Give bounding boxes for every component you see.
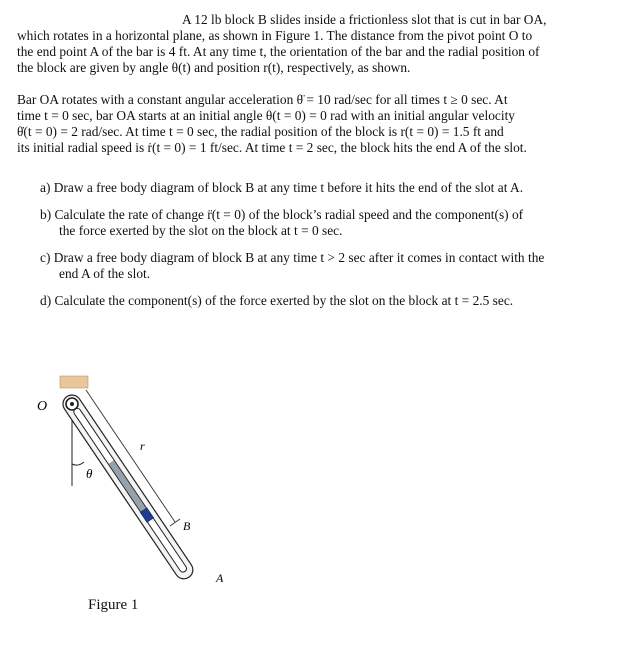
label-b: B xyxy=(183,519,191,533)
theta-arc xyxy=(72,462,84,465)
question-c xyxy=(40,250,618,282)
question-b xyxy=(40,207,618,239)
problem-conditions xyxy=(17,92,617,156)
question-c-text-1: Draw a free body diagram of block B at any time t > 2 sec after it comes in contact with the xyxy=(53,250,545,265)
question-a-label: a) xyxy=(40,180,51,195)
label-r: r xyxy=(140,439,145,453)
intro-line-4: the block are given by angle θ(t) and position r(t), respectively, as shown. xyxy=(17,60,411,75)
intro-line-3: the end point A of the bar is 4 ft. At any time t, the orientation of the bar and the radial position of xyxy=(17,44,540,59)
problem-intro xyxy=(17,12,617,76)
intro-line-1: A 12 lb block B slides inside a frictionless slot that is cut in bar OA, xyxy=(182,12,547,27)
pivot-o-center xyxy=(70,402,74,406)
slot-hatch xyxy=(109,460,146,511)
conditions-line-4: its initial radial speed is ṙ(t = 0) = 1 ft/sec. At time t = 2 sec, the block hits the end A of the slot. xyxy=(17,140,527,155)
label-o: O xyxy=(37,399,48,414)
conditions-line-1: Bar OA rotates with a constant angular acceleration θ̈ = 10 rad/sec for all times t ≥ 0 sec. At xyxy=(17,92,508,107)
r-dimension-tick xyxy=(170,519,180,526)
question-c-label: c) xyxy=(40,250,51,265)
figure-caption: Figure 1 xyxy=(88,597,139,613)
bar-oa xyxy=(60,392,197,583)
question-d-label: d) xyxy=(40,293,52,308)
question-d-text: Calculate the component(s) of the force exerted by the slot on the block at t = 2.5 sec. xyxy=(54,293,514,308)
conditions-line-2: time t = 0 sec, bar OA starts at an initial angle θ(t = 0) = 0 rad with an initial angular velocity xyxy=(17,108,515,123)
conditions-line-3: θ̇(t = 0) = 2 rad/sec. At time t = 0 sec, the radial position of the block is r(t = 0) = 1.5 ft and xyxy=(17,124,504,139)
question-b-text-1: Calculate the rate of change r̈(t = 0) of the block’s radial speed and the component(s) of xyxy=(54,207,524,222)
question-a-text: Draw a free body diagram of block B at any time t before it hits the end of the slot at A. xyxy=(53,180,524,195)
ceiling-support xyxy=(60,376,88,388)
intro-line-2: which rotates in a horizontal plane, as shown in Figure 1. The distance from the pivot point O to xyxy=(17,28,533,43)
label-a: A xyxy=(216,571,224,585)
question-a xyxy=(40,180,618,196)
question-b-text-2: the force exerted by the slot on the block at t = 0 sec. xyxy=(59,223,343,238)
question-c-text-2: end A of the slot. xyxy=(59,266,151,281)
question-d xyxy=(40,293,618,309)
question-b-label: b) xyxy=(40,207,52,222)
figure-1-diagram xyxy=(30,368,260,628)
label-theta: θ xyxy=(86,466,93,481)
